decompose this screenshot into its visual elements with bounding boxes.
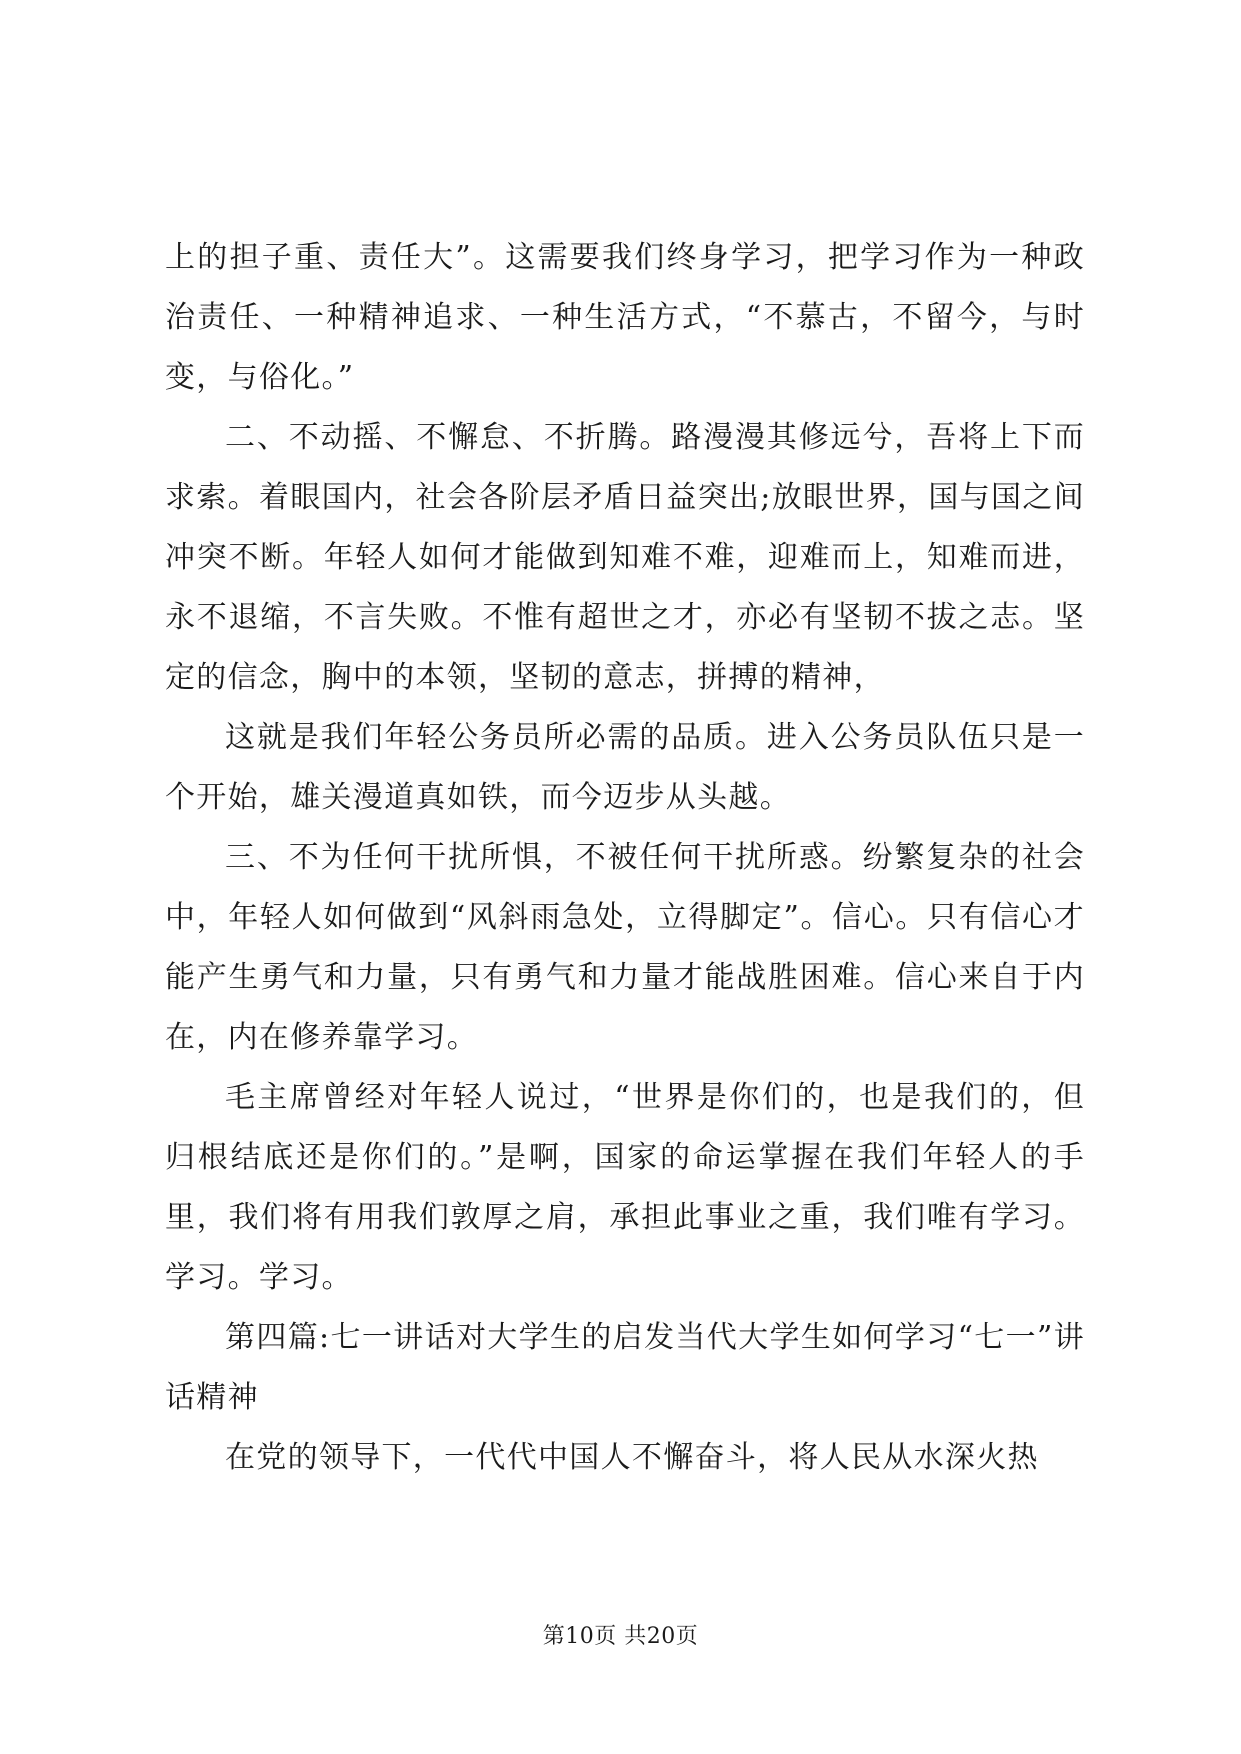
paragraph-chairman-mao-quote: 毛主席曾经对年轻人说过，“世界是你们的，也是我们的，但归根结底还是你们的。”是啊，国家的命运掌握在我们年轻人的手里，我们将有用我们敦厚之肩，承担此事业之重，我们唯有学习。学习。学习。 [165,1080,1085,1295]
paragraph-civil-servant-quality: 这就是我们年轻公务员所必需的品质。进入公务员队伍只是一个开始，雄关漫道真如铁，而今迈步从头越。 [165,720,1085,815]
page-number-footer: 第10页 共20页 [542,1624,699,1649]
paragraph-party-leadership: 在党的领导下，一代代中国人不懈奋斗，将人民从水深火热 [225,1440,1039,1475]
paragraph-continuation: 上的担子重、责任大”。这需要我们终身学习，把学习作为一种政治责任、一种精神追求、一种生活方式，“不慕古，不留今，与时变，与俗化。” [165,240,1085,395]
paragraph-section-three: 三、不为任何干扰所惧，不被任何干扰所惑。纷繁复杂的社会中，年轻人如何做到“风斜雨急处，立得脚定”。信心。只有信心才能产生勇气和力量，只有勇气和力量才能战胜困难。信心来自于内在，内在修养靠学习。 [165,840,1085,1055]
paragraph-chapter-four-title: 第四篇:七一讲话对大学生的启发当代大学生如何学习“七一”讲话精神 [165,1320,1085,1415]
document-body [165,228,1085,1488]
paragraph-section-two: 二、不动摇、不懈怠、不折腾。路漫漫其修远兮，吾将上下而求索。着眼国内，社会各阶层矛盾日益突出;放眼世界，国与国之间冲突不断。年轻人如何才能做到知难不难，迎难而上，知难而进，永不退缩，不言失败。不惟有超世之才，亦必有坚韧不拔之志。坚定的信念，胸中的本领，坚韧的意志，拼搏的精神， [165,420,1085,695]
